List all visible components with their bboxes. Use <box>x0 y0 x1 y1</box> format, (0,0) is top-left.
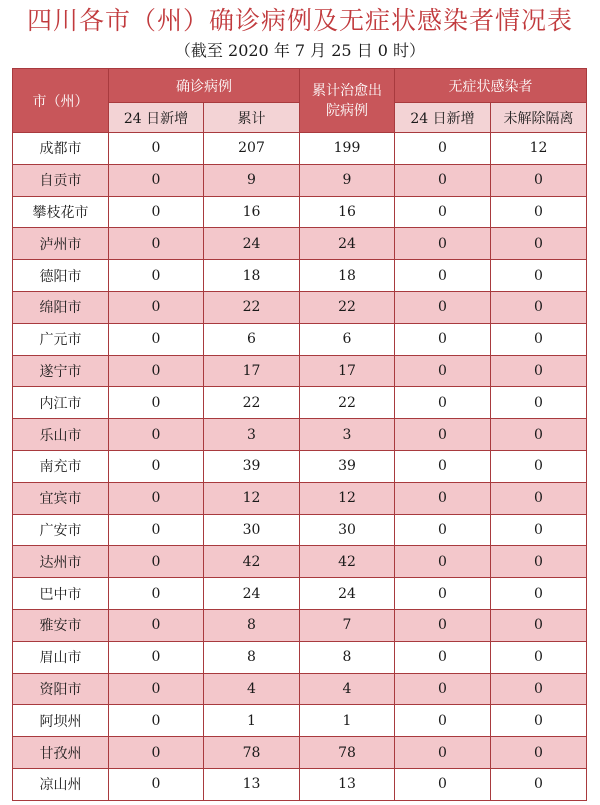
cured-cell: 39 <box>300 450 395 482</box>
city-cell: 成都市 <box>13 133 109 165</box>
cured-cell: 17 <box>300 355 395 387</box>
confirmed-new-cell: 0 <box>109 768 204 800</box>
confirmed-total-cell: 1 <box>204 705 300 737</box>
asym-new-cell: 0 <box>395 419 491 451</box>
confirmed-new-cell: 0 <box>109 514 204 546</box>
header-cured-line2: 院病例 <box>326 102 368 119</box>
confirmed-new-cell: 0 <box>109 355 204 387</box>
asym-new-cell: 0 <box>395 705 491 737</box>
city-cell: 泸州市 <box>13 228 109 260</box>
asym-isolation-cell: 0 <box>491 228 587 260</box>
asym-new-cell: 0 <box>395 450 491 482</box>
confirmed-total-cell: 78 <box>204 737 300 769</box>
table-header <box>13 69 587 133</box>
city-cell: 雅安市 <box>13 609 109 641</box>
asym-new-cell: 0 <box>395 387 491 419</box>
confirmed-new-cell: 0 <box>109 737 204 769</box>
cured-cell: 199 <box>300 133 395 165</box>
table-row <box>13 323 587 355</box>
confirmed-new-cell: 0 <box>109 705 204 737</box>
asym-new-cell: 0 <box>395 260 491 292</box>
asym-new-cell: 0 <box>395 164 491 196</box>
header-asym-new: 24 日新增 <box>395 103 491 133</box>
confirmed-total-cell: 18 <box>204 260 300 292</box>
table-row <box>13 609 587 641</box>
header-city: 市（州） <box>13 69 109 133</box>
header-confirmed-total: 累计 <box>204 103 300 133</box>
city-cell: 内江市 <box>13 387 109 419</box>
asym-isolation-cell: 0 <box>491 514 587 546</box>
confirmed-new-cell: 0 <box>109 196 204 228</box>
city-cell: 广安市 <box>13 514 109 546</box>
city-cell: 乐山市 <box>13 419 109 451</box>
asym-new-cell: 0 <box>395 228 491 260</box>
cured-cell: 6 <box>300 323 395 355</box>
asym-isolation-cell: 0 <box>491 705 587 737</box>
table-row <box>13 164 587 196</box>
confirmed-total-cell: 24 <box>204 228 300 260</box>
table-row <box>13 133 587 165</box>
cured-cell: 24 <box>300 228 395 260</box>
cured-cell: 1 <box>300 705 395 737</box>
table-row <box>13 387 587 419</box>
city-cell: 达州市 <box>13 546 109 578</box>
cured-cell: 12 <box>300 482 395 514</box>
page-subtitle: （截至 2020 年 7 月 25 日 0 时） <box>174 41 426 60</box>
confirmed-new-cell: 0 <box>109 260 204 292</box>
confirmed-total-cell: 16 <box>204 196 300 228</box>
asym-new-cell: 0 <box>395 578 491 610</box>
asym-new-cell: 0 <box>395 291 491 323</box>
asym-isolation-cell: 0 <box>491 673 587 705</box>
asym-new-cell: 0 <box>395 673 491 705</box>
city-cell: 南充市 <box>13 450 109 482</box>
asym-isolation-cell: 0 <box>491 578 587 610</box>
confirmed-total-cell: 42 <box>204 546 300 578</box>
asym-isolation-cell: 0 <box>491 323 587 355</box>
cured-cell: 9 <box>300 164 395 196</box>
table-row <box>13 355 587 387</box>
asym-isolation-cell: 0 <box>491 482 587 514</box>
table-row <box>13 419 587 451</box>
asym-isolation-cell: 0 <box>491 419 587 451</box>
confirmed-total-cell: 22 <box>204 387 300 419</box>
confirmed-new-cell: 0 <box>109 609 204 641</box>
city-cell: 德阳市 <box>13 260 109 292</box>
asym-new-cell: 0 <box>395 133 491 165</box>
asym-isolation-cell: 0 <box>491 164 587 196</box>
header-asymptomatic: 无症状感染者 <box>395 69 587 103</box>
cured-cell: 3 <box>300 419 395 451</box>
cured-cell: 42 <box>300 546 395 578</box>
cured-cell: 22 <box>300 291 395 323</box>
confirmed-new-cell: 0 <box>109 291 204 323</box>
asym-isolation-cell: 0 <box>491 609 587 641</box>
confirmed-new-cell: 0 <box>109 450 204 482</box>
asym-isolation-cell: 0 <box>491 641 587 673</box>
city-cell: 眉山市 <box>13 641 109 673</box>
asym-isolation-cell: 0 <box>491 737 587 769</box>
confirmed-total-cell: 6 <box>204 323 300 355</box>
city-cell: 凉山州 <box>13 768 109 800</box>
table-row <box>13 673 587 705</box>
case-table <box>12 68 587 801</box>
confirmed-total-cell: 3 <box>204 419 300 451</box>
cured-cell: 7 <box>300 609 395 641</box>
asym-new-cell: 0 <box>395 196 491 228</box>
confirmed-total-cell: 30 <box>204 514 300 546</box>
cured-cell: 13 <box>300 768 395 800</box>
table-row <box>13 482 587 514</box>
confirmed-total-cell: 24 <box>204 578 300 610</box>
confirmed-total-cell: 4 <box>204 673 300 705</box>
confirmed-new-cell: 0 <box>109 578 204 610</box>
confirmed-new-cell: 0 <box>109 641 204 673</box>
cured-cell: 30 <box>300 514 395 546</box>
cured-cell: 78 <box>300 737 395 769</box>
confirmed-total-cell: 9 <box>204 164 300 196</box>
cured-cell: 4 <box>300 673 395 705</box>
table-row <box>13 546 587 578</box>
table-row <box>13 291 587 323</box>
table-row <box>13 260 587 292</box>
table-row <box>13 737 587 769</box>
header-cured <box>300 69 395 133</box>
confirmed-total-cell: 39 <box>204 450 300 482</box>
asym-isolation-cell: 0 <box>491 196 587 228</box>
asym-isolation-cell: 0 <box>491 546 587 578</box>
confirmed-total-cell: 207 <box>204 133 300 165</box>
cured-cell: 24 <box>300 578 395 610</box>
confirmed-total-cell: 13 <box>204 768 300 800</box>
cured-cell: 16 <box>300 196 395 228</box>
cured-cell: 18 <box>300 260 395 292</box>
confirmed-new-cell: 0 <box>109 133 204 165</box>
asym-isolation-cell: 0 <box>491 387 587 419</box>
city-cell: 遂宁市 <box>13 355 109 387</box>
table-row <box>13 641 587 673</box>
confirmed-new-cell: 0 <box>109 419 204 451</box>
asym-new-cell: 0 <box>395 482 491 514</box>
confirmed-total-cell: 8 <box>204 641 300 673</box>
cured-cell: 8 <box>300 641 395 673</box>
confirmed-new-cell: 0 <box>109 164 204 196</box>
city-cell: 攀枝花市 <box>13 196 109 228</box>
page-title: 四川各市（州）确诊病例及无症状感染者情况表 <box>26 6 573 35</box>
asym-new-cell: 0 <box>395 323 491 355</box>
city-cell: 甘孜州 <box>13 737 109 769</box>
header-confirmed-new: 24 日新增 <box>109 103 204 133</box>
confirmed-new-cell: 0 <box>109 387 204 419</box>
city-cell: 广元市 <box>13 323 109 355</box>
confirmed-total-cell: 12 <box>204 482 300 514</box>
asym-isolation-cell: 0 <box>491 291 587 323</box>
confirmed-total-cell: 22 <box>204 291 300 323</box>
table-row <box>13 450 587 482</box>
table-row <box>13 768 587 800</box>
city-cell: 阿坝州 <box>13 705 109 737</box>
table-row <box>13 705 587 737</box>
table-body <box>13 133 587 801</box>
confirmed-new-cell: 0 <box>109 673 204 705</box>
cured-cell: 22 <box>300 387 395 419</box>
header-asym-isolation: 未解除隔离 <box>491 103 587 133</box>
asym-new-cell: 0 <box>395 514 491 546</box>
asym-isolation-cell: 0 <box>491 355 587 387</box>
asym-isolation-cell: 0 <box>491 260 587 292</box>
asym-new-cell: 0 <box>395 641 491 673</box>
asym-new-cell: 0 <box>395 355 491 387</box>
confirmed-total-cell: 17 <box>204 355 300 387</box>
header-cured-line1: 累计治愈出 <box>312 82 382 99</box>
asym-new-cell: 0 <box>395 609 491 641</box>
header-confirmed: 确诊病例 <box>109 69 300 103</box>
asym-isolation-cell: 12 <box>491 133 587 165</box>
city-cell: 自贡市 <box>13 164 109 196</box>
table-row <box>13 578 587 610</box>
asym-isolation-cell: 0 <box>491 450 587 482</box>
city-cell: 绵阳市 <box>13 291 109 323</box>
asym-new-cell: 0 <box>395 546 491 578</box>
table-row <box>13 228 587 260</box>
city-cell: 巴中市 <box>13 578 109 610</box>
confirmed-new-cell: 0 <box>109 546 204 578</box>
table-row <box>13 196 587 228</box>
confirmed-total-cell: 8 <box>204 609 300 641</box>
confirmed-new-cell: 0 <box>109 228 204 260</box>
asym-new-cell: 0 <box>395 737 491 769</box>
confirmed-new-cell: 0 <box>109 482 204 514</box>
city-cell: 宜宾市 <box>13 482 109 514</box>
asym-new-cell: 0 <box>395 768 491 800</box>
table-row <box>13 514 587 546</box>
city-cell: 资阳市 <box>13 673 109 705</box>
confirmed-new-cell: 0 <box>109 323 204 355</box>
asym-isolation-cell: 0 <box>491 768 587 800</box>
